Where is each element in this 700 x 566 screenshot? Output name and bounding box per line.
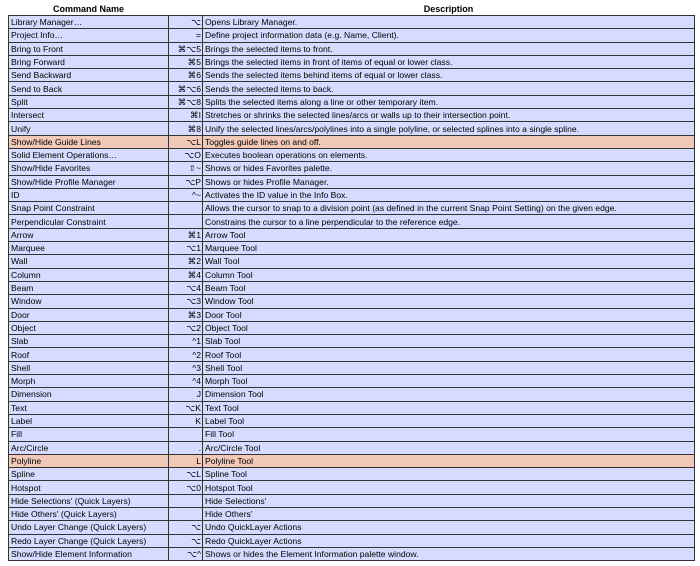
command-name-cell: Send Backward <box>9 69 169 82</box>
command-name-cell: Perpendicular Constraint <box>9 215 169 228</box>
table-row <box>9 388 695 401</box>
command-name-cell: Fill <box>9 428 169 441</box>
header-row <box>9 3 695 16</box>
shortcut-cell: ⌘⌥6 <box>169 82 203 95</box>
command-name-cell: Redo Layer Change (Quick Layers) <box>9 534 169 547</box>
shortcut-cell: K <box>169 414 203 427</box>
shortcut-cell: L <box>169 454 203 467</box>
command-name-cell: Hotspot <box>9 481 169 494</box>
command-name-cell: Show/Hide Element Information <box>9 547 169 560</box>
table-row <box>9 481 695 494</box>
description-cell: Shows or hides Profile Manager. <box>203 175 695 188</box>
command-name-cell: Wall <box>9 255 169 268</box>
shortcut-cell: ⌘5 <box>169 55 203 68</box>
table-row <box>9 16 695 29</box>
table-row <box>9 335 695 348</box>
shortcut-cell: ⌘8 <box>169 122 203 135</box>
description-cell: Executes boolean operations on elements. <box>203 148 695 161</box>
description-cell: Opens Library Manager. <box>203 16 695 29</box>
description-cell: Text Tool <box>203 401 695 414</box>
table-row <box>9 122 695 135</box>
command-name-cell: Split <box>9 95 169 108</box>
command-name-cell: Library Manager… <box>9 16 169 29</box>
table-row <box>9 494 695 507</box>
command-name-cell: ID <box>9 188 169 201</box>
shortcut-cell <box>169 494 203 507</box>
shortcut-cell: ⇧~ <box>169 162 203 175</box>
command-name-cell: Window <box>9 295 169 308</box>
command-name-cell: Send to Back <box>9 82 169 95</box>
shortcut-cell <box>169 507 203 520</box>
shortcut-cell: . <box>169 441 203 454</box>
description-cell: Arc/Circle Tool <box>203 441 695 454</box>
command-name-cell: Text <box>9 401 169 414</box>
shortcut-cell: ⌘⌥5 <box>169 42 203 55</box>
description-cell: Sends the selected items behind items of equal or lower class. <box>203 69 695 82</box>
table-row <box>9 361 695 374</box>
table-row <box>9 42 695 55</box>
table-row <box>9 268 695 281</box>
header-shortcut <box>169 3 203 16</box>
description-cell: Slab Tool <box>203 335 695 348</box>
description-cell: Splits the selected items along a line or other temporary item. <box>203 95 695 108</box>
table-row <box>9 95 695 108</box>
command-name-cell: Label <box>9 414 169 427</box>
description-cell: Marquee Tool <box>203 242 695 255</box>
shortcut-cell: ⌘4 <box>169 268 203 281</box>
table-row <box>9 148 695 161</box>
shortcut-cell: ⌥O <box>169 148 203 161</box>
table-row <box>9 321 695 334</box>
table-row <box>9 428 695 441</box>
command-name-cell: Snap Point Constraint <box>9 202 169 215</box>
description-cell: Sends the selected items to back. <box>203 82 695 95</box>
command-name-cell: Project Info… <box>9 29 169 42</box>
description-cell: Hide Others' <box>203 507 695 520</box>
description-cell: Column Tool <box>203 268 695 281</box>
command-name-cell: Marquee <box>9 242 169 255</box>
command-name-cell: Arrow <box>9 228 169 241</box>
description-cell: Undo QuickLayer Actions <box>203 521 695 534</box>
command-name-cell: Door <box>9 308 169 321</box>
table-row <box>9 69 695 82</box>
table-row <box>9 228 695 241</box>
command-name-cell: Spline <box>9 468 169 481</box>
command-name-cell: Slab <box>9 335 169 348</box>
shortcut-cell: ⌥ <box>169 534 203 547</box>
table-row <box>9 162 695 175</box>
description-cell: Object Tool <box>203 321 695 334</box>
command-name-cell: Undo Layer Change (Quick Layers) <box>9 521 169 534</box>
description-cell: Label Tool <box>203 414 695 427</box>
table-row <box>9 202 695 215</box>
description-cell: Door Tool <box>203 308 695 321</box>
table-row <box>9 175 695 188</box>
shortcut-cell: ⌘⌥8 <box>169 95 203 108</box>
command-name-cell: Solid Element Operations… <box>9 148 169 161</box>
command-name-cell: Bring Forward <box>9 55 169 68</box>
table-row <box>9 468 695 481</box>
description-cell: Hotspot Tool <box>203 481 695 494</box>
command-name-cell: Hide Selections' (Quick Layers) <box>9 494 169 507</box>
table-row <box>9 534 695 547</box>
description-cell: Brings the selected items to front. <box>203 42 695 55</box>
table-row <box>9 281 695 294</box>
shortcut-cell: ⌘3 <box>169 308 203 321</box>
shortcut-cell: ^4 <box>169 375 203 388</box>
shortcut-cell: ⌘6 <box>169 69 203 82</box>
shortcut-cell: ⌥0 <box>169 481 203 494</box>
shortcut-cell <box>169 202 203 215</box>
shortcut-cell: ⌥L <box>169 135 203 148</box>
command-name-cell: Show/Hide Profile Manager <box>9 175 169 188</box>
header-description: Description <box>203 3 695 16</box>
description-cell: Hide Selections' <box>203 494 695 507</box>
table-body <box>9 16 695 561</box>
table-row <box>9 414 695 427</box>
shortcut-cell: ⌥1 <box>169 242 203 255</box>
description-cell: Activates the ID value in the Info Box. <box>203 188 695 201</box>
shortcut-cell: ⌥2 <box>169 321 203 334</box>
description-cell: Arrow Tool <box>203 228 695 241</box>
description-cell: Polyline Tool <box>203 454 695 467</box>
description-cell: Roof Tool <box>203 348 695 361</box>
shortcut-table <box>8 3 695 561</box>
command-name-cell: Morph <box>9 375 169 388</box>
command-name-cell: Arc/Circle <box>9 441 169 454</box>
shortcut-cell: ⌘I <box>169 109 203 122</box>
command-name-cell: Shell <box>9 361 169 374</box>
description-cell: Dimension Tool <box>203 388 695 401</box>
shortcut-cell: ⌘1 <box>169 228 203 241</box>
table-row <box>9 401 695 414</box>
command-name-cell: Unify <box>9 122 169 135</box>
shortcut-cell: ⌥^ <box>169 547 203 560</box>
description-cell: Redo QuickLayer Actions <box>203 534 695 547</box>
table-row <box>9 188 695 201</box>
command-name-cell: Polyline <box>9 454 169 467</box>
command-name-cell: Roof <box>9 348 169 361</box>
table-row <box>9 242 695 255</box>
shortcut-cell <box>169 428 203 441</box>
shortcut-cell: ⌥ <box>169 521 203 534</box>
command-name-cell: Show/Hide Guide Lines <box>9 135 169 148</box>
shortcut-cell: ⌥3 <box>169 295 203 308</box>
table-row <box>9 547 695 560</box>
command-name-cell: Dimension <box>9 388 169 401</box>
command-name-cell: Bring to Front <box>9 42 169 55</box>
shortcut-cell: ⌥P <box>169 175 203 188</box>
description-cell: Shows or hides Favorites palette. <box>203 162 695 175</box>
shortcut-cell: ^2 <box>169 348 203 361</box>
shortcut-cell: ^~ <box>169 188 203 201</box>
table-row <box>9 375 695 388</box>
description-cell: Unify the selected lines/arcs/polylines into a single polyline, or selected splines into a single spline. <box>203 122 695 135</box>
description-cell: Define project information data (e.g. Name, Client). <box>203 29 695 42</box>
table-row <box>9 109 695 122</box>
table-row <box>9 255 695 268</box>
table-row <box>9 55 695 68</box>
description-cell: Stretches or shrinks the selected lines/arcs or walls up to their intersection point. <box>203 109 695 122</box>
shortcut-cell: J <box>169 388 203 401</box>
description-cell: Wall Tool <box>203 255 695 268</box>
table-row <box>9 348 695 361</box>
shortcut-cell: ⌘2 <box>169 255 203 268</box>
table-row <box>9 454 695 467</box>
shortcut-cell: ^3 <box>169 361 203 374</box>
description-cell: Allows the cursor to snap to a division point (as defined in the current Snap Point Setting) on the given edge. <box>203 202 695 215</box>
table-row <box>9 29 695 42</box>
description-cell: Brings the selected items in front of items of equal or lower class. <box>203 55 695 68</box>
command-name-cell: Intersect <box>9 109 169 122</box>
shortcut-table-container <box>8 3 694 561</box>
table-row <box>9 308 695 321</box>
table-row <box>9 82 695 95</box>
table-row <box>9 135 695 148</box>
description-cell: Toggles guide lines on and off. <box>203 135 695 148</box>
shortcut-cell: ⌥ <box>169 16 203 29</box>
command-name-cell: Column <box>9 268 169 281</box>
description-cell: Fill Tool <box>203 428 695 441</box>
header-command-name: Command Name <box>9 3 169 16</box>
command-name-cell: Show/Hide Favorites <box>9 162 169 175</box>
command-name-cell: Beam <box>9 281 169 294</box>
shortcut-cell: = <box>169 29 203 42</box>
table-row <box>9 507 695 520</box>
table-row <box>9 215 695 228</box>
shortcut-cell: ⌥4 <box>169 281 203 294</box>
shortcut-cell: ⌥L <box>169 468 203 481</box>
description-cell: Shows or hides the Element Information palette window. <box>203 547 695 560</box>
shortcut-cell <box>169 215 203 228</box>
description-cell: Shell Tool <box>203 361 695 374</box>
command-name-cell: Object <box>9 321 169 334</box>
shortcut-cell: ^1 <box>169 335 203 348</box>
command-name-cell: Hide Others' (Quick Layers) <box>9 507 169 520</box>
table-row <box>9 521 695 534</box>
description-cell: Constrains the cursor to a line perpendicular to the reference edge. <box>203 215 695 228</box>
table-row <box>9 295 695 308</box>
description-cell: Window Tool <box>203 295 695 308</box>
table-row <box>9 441 695 454</box>
description-cell: Spline Tool <box>203 468 695 481</box>
description-cell: Morph Tool <box>203 375 695 388</box>
description-cell: Beam Tool <box>203 281 695 294</box>
shortcut-cell: ⌥K <box>169 401 203 414</box>
